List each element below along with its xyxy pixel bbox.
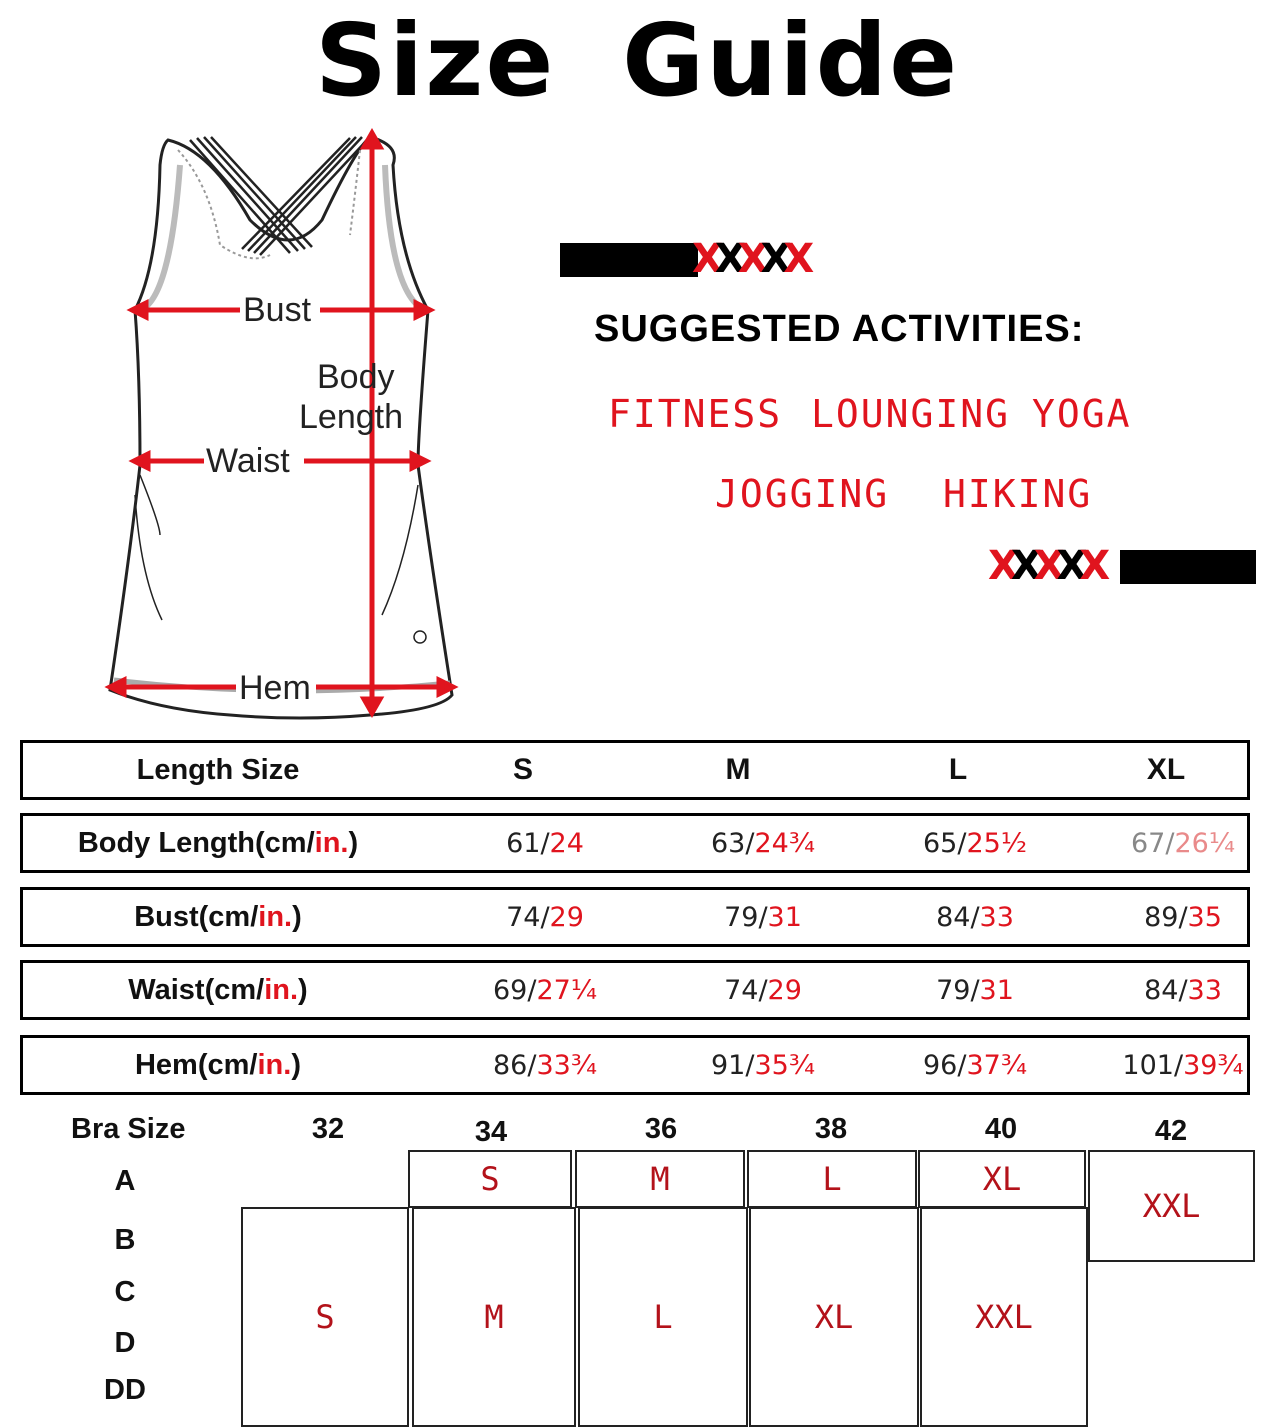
row-name: Body Length: [77, 826, 256, 859]
cm-value: 101: [1122, 1049, 1174, 1081]
measure-cell: [643, 890, 883, 944]
body-length-label-line1: Body: [317, 358, 395, 396]
inch-value: 35¾: [754, 1049, 815, 1081]
cm-value: 63: [711, 827, 746, 859]
inch-value: 31: [767, 901, 802, 933]
cross-stitch-icon: XXXXX: [988, 543, 1103, 589]
size-header-l: L: [948, 753, 968, 786]
cup-a-size-box: XXL: [1088, 1150, 1255, 1262]
activity-yoga: YOGA: [1032, 392, 1132, 436]
bra-size-label: Bra Size: [71, 1113, 186, 1145]
cm-value: 91: [711, 1049, 746, 1081]
cup-bdd-size-box: S: [241, 1207, 409, 1427]
size-row-hem: [20, 1035, 1250, 1095]
size-header-xl: XL: [1146, 753, 1186, 786]
activity-hiking: HIKING: [943, 472, 1093, 516]
activities-heading: SUGGESTED ACTIVITIES:: [594, 308, 1085, 350]
cup-bdd-size-box: M: [412, 1207, 576, 1427]
length-size-label: Length Size: [136, 753, 300, 786]
row-label: [23, 816, 413, 870]
inch-value: 33¾: [536, 1049, 597, 1081]
separator: /: [957, 827, 967, 859]
size-row-bust: [20, 887, 1250, 947]
separator: /: [527, 1049, 537, 1081]
cm-value: 79: [936, 974, 971, 1006]
band-42: 42: [1154, 1115, 1188, 1147]
band-34: 34: [474, 1116, 508, 1148]
inch-value: 33: [1187, 974, 1222, 1006]
separator: /: [540, 901, 550, 933]
decorative-bar-bottom: [988, 543, 1256, 589]
row-label: [23, 1038, 413, 1092]
separator: /: [758, 901, 768, 933]
measure-cell: [1063, 1038, 1274, 1092]
unit-suffix: ): [298, 973, 308, 1006]
tank-top-diagram: [100, 125, 480, 725]
cm-value: 89: [1144, 901, 1179, 933]
separator: /: [1173, 1049, 1184, 1081]
cm-value: 96: [923, 1049, 958, 1081]
inch-value: 37¾: [966, 1049, 1027, 1081]
band-32: 32: [311, 1113, 345, 1145]
cup-a-size-box: M: [575, 1150, 745, 1208]
size-header-s: S: [512, 753, 533, 786]
hem-label: Hem: [239, 669, 311, 707]
measure-cell: [425, 816, 665, 870]
cross-stitch-icon: XXXXX: [692, 236, 807, 282]
inch-value: 26¼: [1174, 827, 1235, 859]
activity-jogging: JOGGING: [715, 472, 890, 516]
row-name: Hem: [134, 1048, 198, 1081]
activity-fitness: FITNESS: [608, 392, 783, 436]
measure-cell: [643, 963, 883, 1017]
separator: /: [970, 974, 980, 1006]
inch-value: 29: [549, 901, 584, 933]
cm-value: 69: [493, 974, 528, 1006]
cup-d: D: [114, 1327, 136, 1359]
unit-inch: in.: [264, 973, 299, 1006]
separator: /: [527, 974, 537, 1006]
measure-cell: [1063, 890, 1274, 944]
cup-b: B: [114, 1224, 136, 1256]
separator: /: [745, 827, 755, 859]
cup-bdd-size-box: XXL: [920, 1207, 1088, 1427]
separator: /: [758, 974, 768, 1006]
cup-a-size-box: XL: [918, 1150, 1086, 1208]
inch-value: 39¾: [1183, 1049, 1244, 1081]
unit-inch: in.: [314, 826, 349, 859]
unit-suffix: ): [292, 900, 302, 933]
cup-c: C: [114, 1276, 136, 1308]
cm-value: 86: [493, 1049, 528, 1081]
unit-inch: in.: [257, 1048, 292, 1081]
inch-value: 24: [549, 827, 584, 859]
separator: /: [1165, 827, 1175, 859]
measure-cell: [1063, 816, 1274, 870]
measure-cell: [425, 890, 665, 944]
cup-a: A: [114, 1165, 136, 1197]
row-name: Waist: [128, 973, 205, 1006]
inch-value: 35: [1187, 901, 1222, 933]
cup-bdd-size-box: XL: [749, 1207, 919, 1427]
unit-prefix: (cm/: [255, 826, 315, 859]
body-length-label-line2: Length: [299, 398, 403, 436]
band-40: 40: [984, 1113, 1018, 1145]
measure-cell: [855, 1038, 1095, 1092]
cm-value: 79: [724, 901, 759, 933]
inch-value: 24¾: [754, 827, 815, 859]
band-36: 36: [644, 1113, 678, 1145]
cup-a-size-box: L: [747, 1150, 917, 1208]
row-label: [23, 963, 413, 1017]
unit-prefix: (cm/: [204, 973, 265, 1006]
measure-cell: [643, 816, 883, 870]
unit-inch: in.: [258, 900, 293, 933]
cm-value: 65: [923, 827, 958, 859]
size-table-header: [20, 740, 1250, 800]
unit-suffix: ): [291, 1048, 301, 1081]
separator: /: [970, 901, 980, 933]
page-title: Size Guide: [314, 2, 960, 119]
measure-cell: [1063, 963, 1274, 1017]
row-name: Bust: [134, 900, 199, 933]
cm-value: 84: [936, 901, 971, 933]
cm-value: 74: [724, 974, 759, 1006]
separator: /: [957, 1049, 967, 1081]
measure-cell: [425, 963, 665, 1017]
size-header-m: M: [725, 753, 751, 786]
measure-cell: [855, 816, 1095, 870]
waist-label: Waist: [206, 442, 290, 480]
separator: /: [1178, 974, 1188, 1006]
measure-cell: [855, 890, 1095, 944]
inch-value: 31: [979, 974, 1014, 1006]
measure-cell: [425, 1038, 665, 1092]
cm-value: 84: [1144, 974, 1179, 1006]
activity-lounging: LOUNGING: [811, 392, 1011, 436]
unit-prefix: (cm/: [198, 900, 259, 933]
separator: /: [1178, 901, 1188, 933]
cm-value: 74: [506, 901, 541, 933]
bust-label: Bust: [243, 291, 312, 329]
inch-value: 27¼: [536, 974, 597, 1006]
cup-a-size-box: S: [408, 1150, 572, 1208]
inch-value: 29: [767, 974, 802, 1006]
cup-bdd-size-box: L: [578, 1207, 748, 1427]
unit-suffix: ): [348, 826, 359, 859]
measure-cell: [855, 963, 1095, 1017]
cup-dd: DD: [104, 1374, 146, 1406]
band-38: 38: [814, 1113, 848, 1145]
separator: /: [745, 1049, 755, 1081]
inch-value: 25½: [966, 827, 1027, 859]
cm-value: 61: [506, 827, 541, 859]
unit-prefix: (cm/: [197, 1048, 258, 1081]
size-row-waist: [20, 960, 1250, 1020]
separator: /: [540, 827, 550, 859]
inch-value: 33: [979, 901, 1014, 933]
row-label: [23, 890, 413, 944]
measure-cell: [643, 1038, 883, 1092]
decorative-bar-top: [560, 236, 830, 282]
size-row-body-length: [20, 813, 1250, 873]
cm-value: 67: [1131, 827, 1166, 859]
